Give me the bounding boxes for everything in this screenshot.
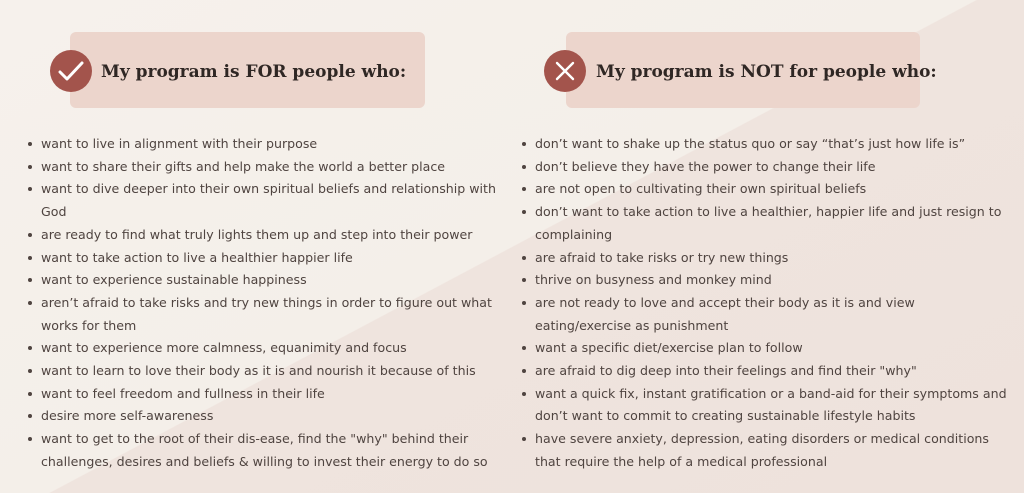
list-item: want to take action to live a healthier happier life — [28, 247, 504, 270]
list-item: don’t believe they have the power to change their life — [522, 156, 1014, 179]
x-mark-icon — [544, 50, 586, 92]
list-item: want to learn to love their body as it is and nourish it because of this — [28, 360, 504, 383]
for-title: My program is FOR people who: — [101, 62, 407, 82]
list-item: are ready to find what truly lights them up and step into their power — [28, 224, 504, 247]
list-item: want to share their gifts and help make the world a better place — [28, 156, 504, 179]
not-for-list — [522, 133, 1014, 474]
checkmark-icon — [50, 50, 92, 92]
list-item: are afraid to take risks or try new things — [522, 247, 1014, 270]
list-item: are not ready to love and accept their body as it is and view eating/exercise as punishment — [522, 292, 1014, 337]
list-item: want to feel freedom and fullness in their life — [28, 383, 504, 406]
list-item: don’t want to take action to live a healthier, happier life and just resign to complaining — [522, 201, 1014, 246]
for-list — [28, 133, 504, 474]
list-item: desire more self-awareness — [28, 405, 504, 428]
list-item: don’t want to shake up the status quo or say “that’s just how life is” — [522, 133, 1014, 156]
not-for-title: My program is NOT for people who: — [596, 62, 937, 82]
list-item: are afraid to dig deep into their feelings and find their "why" — [522, 360, 1014, 383]
list-item: want to get to the root of their dis-ease, find the "why" behind their challenges, desires and beliefs & willing to invest their energy to do so — [28, 428, 504, 473]
list-item: want a specific diet/exercise plan to follow — [522, 337, 1014, 360]
list-item: are not open to cultivating their own spiritual beliefs — [522, 178, 1014, 201]
list-item: want to dive deeper into their own spiritual beliefs and relationship with God — [28, 178, 504, 223]
list-item: thrive on busyness and monkey mind — [522, 269, 1014, 292]
list-item: want to experience sustainable happiness — [28, 269, 504, 292]
list-item: want to live in alignment with their purpose — [28, 133, 504, 156]
list-item: want a quick fix, instant gratification or a band-aid for their symptoms and don’t want to commit to creating sustainable lifestyle habits — [522, 383, 1014, 428]
list-item: have severe anxiety, depression, eating disorders or medical conditions that require the help of a medical professional — [522, 428, 1014, 473]
list-item: aren’t afraid to take risks and try new things in order to figure out what works for them — [28, 292, 504, 337]
list-item: want to experience more calmness, equanimity and focus — [28, 337, 504, 360]
